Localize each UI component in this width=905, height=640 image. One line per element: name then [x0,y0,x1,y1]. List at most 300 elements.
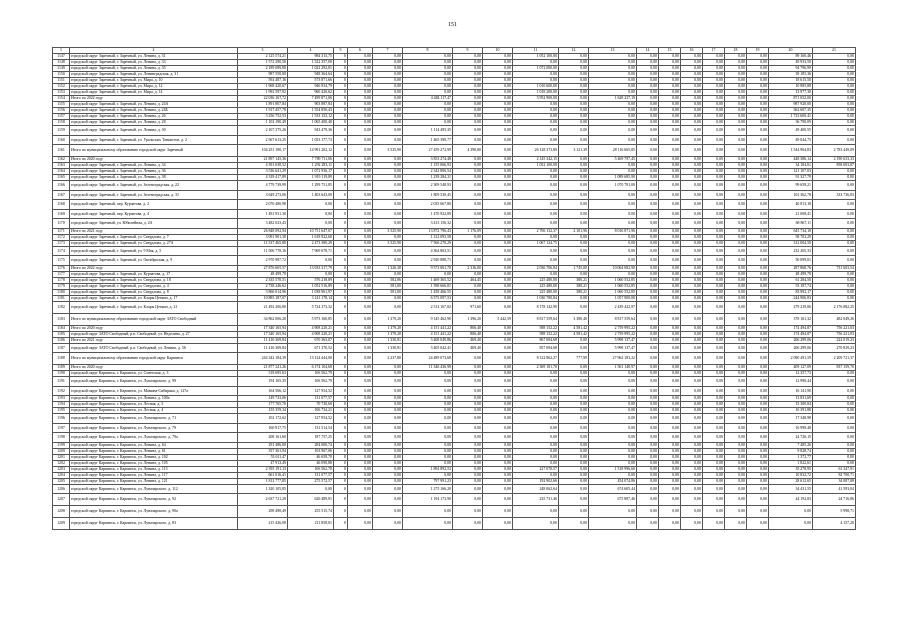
amount-cell: 174 494,87 [769,325,813,331]
amount-cell: 0,00 [703,157,725,163]
amount-cell: 0 [334,325,348,331]
amount-cell: 0,00 [453,240,483,246]
amount-cell: 0 [334,442,348,448]
table-row [53,433,856,443]
amount-cell: 0,00 [681,108,703,114]
amount-cell: 0,00 [659,96,681,102]
amount-cell: 2 176 082,25 [813,301,856,313]
amount-cell: 0,00 [589,54,637,60]
amount-cell: 2 189 089,80 [238,66,288,72]
amount-cell: 0,00 [659,277,681,283]
amount-cell: 2 035 667,80 [403,200,453,210]
amount-cell: 0,00 [453,283,483,289]
amount-cell: 0,00 [747,72,769,78]
amount-cell: 0,00 [559,54,589,60]
amount-cell: 0,00 [637,325,659,331]
amount-cell: 0,00 [348,78,373,84]
amount-cell: 102 362,78 [769,190,813,200]
amount-cell: 0,00 [637,337,659,343]
amount-cell: 0,00 [659,271,681,277]
amount-cell: 0,00 [559,301,589,313]
address-cell: городской округ Заречный, г. Заречный, ул. 9 Мая, д. 5 [70,246,238,256]
amount-cell: 0,00 [725,126,747,136]
amount-cell: 0,00 [747,240,769,246]
amount-cell: 0,00 [747,289,769,295]
amount-cell: 0,00 [589,414,637,424]
address-cell: Итого по муниципальному образованию городской округ Карпинск [70,353,238,365]
amount-cell: 0,00 [725,478,747,484]
amount-cell: 0,00 [637,246,659,256]
amount-cell: 0,00 [403,120,453,126]
amount-cell: 1 812 777,85 [238,478,288,484]
row-number: 1193 [53,396,70,402]
column-number: 6 [348,48,373,54]
amount-cell: 0,00 [453,190,483,200]
amount-cell: 0,00 [725,209,747,219]
amount-cell: 0,00 [659,72,681,78]
amount-cell: 82 700,71 [813,472,856,478]
amount-cell: 12 357,73 [769,371,813,377]
amount-cell: 0,00 [659,54,681,60]
address-cell: городской округ Заречный, г. Заречный, ул. Ленина, д. 28 [70,120,238,126]
amount-cell: 0,00 [373,66,403,72]
amount-cell: 0,00 [453,219,483,229]
amount-cell: 0,00 [637,442,659,448]
amount-cell: 0,00 [637,433,659,443]
amount-cell: 0,00 [453,414,483,424]
amount-cell: 0,00 [483,169,513,175]
row-number: 1195 [53,408,70,414]
column-number: 2 [70,48,238,54]
amount-cell: 0,00 [348,365,373,371]
amount-cell: 1 326,38 [373,265,403,271]
amount-cell: 2 395 191,13 [238,466,288,472]
amount-cell: 0,00 [725,66,747,72]
amount-cell: 1 372,77 [769,454,813,460]
amount-cell: 0,00 [348,200,373,210]
amount-cell: 0,00 [403,114,453,120]
amount-cell: 0,00 [559,108,589,114]
amount-cell: 206 299,06 [769,343,813,353]
amount-cell: 0,00 [483,396,513,402]
amount-cell: 0,00 [373,190,403,200]
amount-cell: 279 219,06 [769,301,813,313]
row-number: 1208 [53,506,70,518]
amount-cell: 0,00 [637,66,659,72]
amount-cell: 0,00 [747,466,769,472]
amount-cell: 0,00 [403,433,453,443]
row-number: 1153 [53,90,70,96]
amount-cell: 588 152,22 [513,331,559,337]
amount-cell: 0,00 [288,219,334,229]
amount-cell: 0,00 [747,396,769,402]
amount-cell: 0,00 [725,460,747,466]
amount-cell: 0,00 [703,414,725,424]
amount-cell: 1 379,20 [373,325,403,331]
amount-cell: 0,00 [637,157,659,163]
amount-cell: 0,00 [453,246,483,256]
amount-cell: 0,00 [348,343,373,353]
amount-cell: 0,00 [703,135,725,145]
amount-cell: 0,00 [659,265,681,271]
amount-cell: 0,00 [373,126,403,136]
address-cell: городской округ Карпинск, г. Карпинск, ул. Луначарского, д. 79а [70,433,238,443]
amount-cell: 0,00 [659,135,681,145]
amount-cell: 27 459 272,99 [403,145,453,157]
amount-cell: 0,00 [373,169,403,175]
row-number: 1198 [53,433,70,443]
amount-cell: 0,00 [348,402,373,408]
amount-cell: 13 872 796,43 [403,228,453,234]
amount-cell: 0,00 [348,246,373,256]
amount-cell: 858 003,87 [813,163,856,169]
amount-cell: 1 398 666,81 [403,283,453,289]
address-cell: Итого по 2022 году [70,96,238,102]
table-row [53,145,856,157]
amount-cell: 10 885,88 [769,84,813,90]
amount-cell: 0,00 [725,228,747,234]
amount-cell: 3 121,39 [559,145,589,157]
amount-cell: 3 380,40 [559,313,589,325]
amount-cell: 0,00 [725,518,747,530]
amount-cell: 0,00 [725,157,747,163]
amount-cell: 0,00 [559,114,589,120]
amount-cell: 0,00 [483,386,513,396]
amount-cell: 0,00 [559,337,589,343]
amount-cell: 0,00 [373,246,403,256]
amount-cell: 0,00 [681,209,703,219]
table-row [53,126,856,136]
amount-cell: 1 060 552,85 [589,277,637,283]
amount-cell: 3 413 156,32 [403,219,453,229]
amount-cell: 0,00 [483,256,513,266]
amount-cell: 0,00 [559,181,589,191]
amount-cell: 0 [334,200,348,210]
amount-cell: 24 726,15 [769,433,813,443]
amount-cell: 0,00 [637,466,659,472]
amount-cell: 0,00 [659,377,681,387]
amount-cell: 0,00 [373,114,403,120]
amount-cell: 0,00 [747,219,769,229]
amount-cell: 4 779 739,99 [238,181,288,191]
amount-cell: 291 486,00 [238,442,288,448]
amount-cell: 0,00 [559,169,589,175]
amount-cell: 0,00 [725,402,747,408]
amount-cell: 0,00 [725,313,747,325]
amount-cell: 49 400,55 [769,126,813,136]
amount-cell: 0,00 [681,256,703,266]
amount-cell: 34 431,55 [769,484,813,494]
amount-cell: 0,00 [453,295,483,301]
address-cell: городской округ Заречный, г. Заречный, ул. Мира, д. 14 [70,90,238,96]
amount-cell: 0,00 [681,190,703,200]
amount-cell: 867 694,68 [513,337,559,343]
amount-cell: 0,00 [747,343,769,353]
amount-cell: 0,00 [813,200,856,210]
amount-cell: 0,00 [681,433,703,443]
amount-cell: 27 876 605,57 [238,265,288,271]
table-row [53,200,856,210]
amount-cell: 0,00 [348,90,373,96]
amount-cell: 0,00 [403,72,453,78]
row-number: 1147 [53,54,70,60]
amount-cell: 0,00 [559,102,589,108]
amount-cell: 0,00 [483,442,513,448]
row-number: 1162 [53,157,70,163]
amount-cell: 0,00 [725,219,747,229]
amount-cell: 13 977,30 [769,90,813,96]
amount-cell: 0,00 [403,84,453,90]
amount-cell: 0,00 [813,448,856,454]
amount-cell: 0,00 [483,472,513,478]
address-cell: городской округ Заречный, г. Заречный, ул. Курчатова, д. 17 [70,271,238,277]
amount-cell: 1 894 892,53 [403,466,453,472]
amount-cell: 3 866 014,96 [238,289,288,295]
address-cell: Итого по 2022 году [70,265,238,271]
amount-cell: 1 491 931,30 [238,209,288,219]
amount-cell: 0 [334,283,348,289]
amount-cell: 0,00 [559,90,589,96]
amount-cell: 0 [334,494,348,506]
amount-cell: 0,00 [348,157,373,163]
amount-cell: 0,00 [348,209,373,219]
amount-cell: 0,00 [681,396,703,402]
amount-cell: 1 561 140,97 [589,365,637,371]
amount-cell: 0,00 [403,54,453,60]
amount-cell: 0,00 [769,518,813,530]
amount-cell: 0,00 [559,135,589,145]
amount-cell: 0,00 [813,433,856,443]
amount-cell: 0,00 [348,265,373,271]
amount-cell: 0,00 [483,145,513,157]
amount-cell: 0,00 [703,219,725,229]
amount-cell: 0,00 [637,301,659,313]
amount-cell: 0,00 [813,135,856,145]
amount-cell: 6 174 104,68 [288,365,334,371]
amount-cell: 0,00 [703,190,725,200]
amount-cell: 83 992,17 [769,289,813,295]
amount-cell: 0,00 [659,313,681,325]
amount-cell: 1 065 400,40 [288,120,334,126]
amount-cell: 0,00 [453,402,483,408]
amount-cell: 0,00 [348,518,373,530]
amount-cell: 0,00 [559,60,589,66]
amount-cell: 0,00 [403,423,453,433]
amount-cell: 0,00 [703,54,725,60]
address-cell: городской округ Заречный, г. Заречный, ул. Ленина, д. 26 [70,114,238,120]
amount-cell: 0,00 [348,337,373,343]
amount-cell: 0,00 [559,246,589,256]
amount-cell: 3 405 042,41 [403,343,453,353]
amount-cell: 987 550,00 [238,72,288,78]
amount-cell: 4 484 117,47 [403,96,453,102]
amount-cell: 0,00 [589,78,637,84]
amount-cell: 0,00 [373,494,403,506]
amount-cell: 0,00 [589,60,637,66]
amount-cell: 0 [334,506,348,518]
amount-cell: 0,00 [589,460,637,466]
amount-cell: 0,00 [483,90,513,96]
amount-cell: 0,00 [681,240,703,246]
row-number: 1171 [53,228,70,234]
amount-cell: 0,00 [681,200,703,210]
column-number: 21 [813,48,856,54]
amount-cell: 2 439 422,97 [589,301,637,313]
amount-cell: 3 525,90 [373,228,403,234]
amount-cell: 0,00 [659,423,681,433]
amount-cell: 0,00 [703,460,725,466]
amount-cell: 0,00 [453,408,483,414]
amount-cell: 0,00 [681,472,703,478]
amount-cell: 0 [334,414,348,424]
amount-cell: 0,00 [403,506,453,518]
amount-cell: 0,00 [747,102,769,108]
amount-cell: 1 554 850,43 [288,108,334,114]
amount-cell: 0,00 [348,377,373,387]
column-number: 19 [747,48,769,54]
address-cell: городской округ Карпинск, г. Карпинск, ул. Луначарского, д. 99 [70,377,238,387]
amount-cell: 0,00 [747,365,769,371]
amount-cell: 0,00 [681,408,703,414]
amount-cell: 0,00 [589,408,637,414]
address-cell: городской округ Карпинск, г. Карпинск, ул. Ленина, д. 117 [70,472,238,478]
amount-cell: 53 187,74 [769,283,813,289]
address-cell: городской округ Карпинск, г. Карпинск, ул. Ленина, д. 121 [70,478,238,484]
amount-cell: 0,00 [681,126,703,136]
amount-cell: 0,00 [483,301,513,313]
amount-cell: 0,00 [703,169,725,175]
amount-cell: 0,00 [483,283,513,289]
amount-cell: 0,00 [483,408,513,414]
amount-cell: 0,00 [813,219,856,229]
row-number: 1152 [53,84,70,90]
amount-cell: 0,00 [659,200,681,210]
amount-cell: 0,00 [637,102,659,108]
amount-cell: 0,00 [483,96,513,102]
amount-cell: 3 141 178,14 [288,295,334,301]
amount-cell: 0,00 [703,265,725,271]
amount-cell: 0,00 [348,283,373,289]
amount-cell: 0,00 [453,157,483,163]
amount-cell: 2 125 574,21 [238,54,288,60]
amount-cell: 0,00 [373,423,403,433]
amount-cell: 0,00 [348,408,373,414]
amount-cell: 1 194 173,90 [403,494,453,506]
row-number: 1181 [53,295,70,301]
amount-cell: 7 969 678,71 [288,246,334,256]
amount-cell: 0,00 [513,518,559,530]
amount-cell: 0,00 [483,402,513,408]
amount-cell: 0 [334,209,348,219]
amount-cell: 0,00 [659,408,681,414]
amount-cell: 0,00 [589,84,637,90]
amount-cell: 0,00 [659,114,681,120]
amount-cell: 362 607,35 [769,108,813,114]
amount-cell: 857 694,68 [513,343,559,353]
amount-cell: 0,00 [403,454,453,460]
amount-cell: 0,00 [813,84,856,90]
amount-cell: 0,00 [403,377,453,387]
amount-cell: 0,00 [747,135,769,145]
amount-cell: 0,00 [453,518,483,530]
amount-cell: 0,00 [725,386,747,396]
amount-cell: 0,00 [453,54,483,60]
amount-cell: 1 618 922,60 [288,234,334,240]
amount-cell: 1 018 200,00 [513,90,559,96]
amount-cell: 592 487,16 [238,78,288,84]
amount-cell: 0,00 [513,175,559,181]
amount-cell: 2 970 987,72 [238,256,288,266]
amount-cell: 70 730,60 [288,402,334,408]
amount-cell: 0,00 [725,414,747,424]
amount-cell: 0,00 [483,377,513,387]
amount-cell: 1 067 124,75 [513,240,559,246]
amount-cell: 0,00 [703,72,725,78]
amount-cell: 0,00 [813,120,856,126]
amount-cell: 0,00 [725,423,747,433]
amount-cell: 0,00 [513,454,559,460]
amount-cell: 670 363,07 [288,337,334,343]
amount-cell: 0,00 [483,54,513,60]
row-number: 1163 [53,163,70,169]
amount-cell: 41 593,04 [813,484,856,494]
row-number: 1190 [53,371,70,377]
amount-cell: 0,00 [559,365,589,371]
table-row [53,494,856,506]
amount-cell: 0 [334,423,348,433]
amount-cell: 1 809 530,45 [403,190,453,200]
amount-cell: 0,00 [348,102,373,108]
amount-cell: 244 906,83 [769,295,813,301]
amount-cell: 731 603,54 [813,265,856,271]
amount-cell: 49 044,75 [769,135,813,145]
amount-cell: 0,00 [747,377,769,387]
amount-cell: 0,00 [373,472,403,478]
amount-cell: 34 184,61 [769,163,813,169]
amount-cell: 0,00 [637,78,659,84]
amount-cell: 46 090,88 [288,460,334,466]
address-cell: городской округ Заречный, г. Заречный, ул. Свердлова, д. 8 [70,289,238,295]
amount-cell: 0,00 [453,120,483,126]
address-cell: городской округ Заречный, г. Заречный, ул. Ленина, д. 38 [70,175,238,181]
address-cell: городской округ Заречный, пер. Курчатова, д. 2 [70,200,238,210]
amount-cell: 0,00 [453,209,483,219]
table-row [53,343,856,353]
amount-cell: 21 897 145,36 [238,157,288,163]
amount-cell: 0,00 [513,433,559,443]
amount-cell: 2 920 888,71 [403,256,453,266]
column-number: 9 [453,48,483,54]
amount-cell: 0,00 [725,163,747,169]
amount-cell: 0,00 [659,84,681,90]
amount-cell: 0,00 [373,448,403,454]
column-number: 7 [373,48,403,54]
amount-cell: 0 [334,371,348,377]
amount-cell: 0,00 [637,414,659,424]
amount-cell: 0 [334,277,348,283]
amount-cell: 0,00 [589,108,637,114]
amount-cell: 0,00 [659,433,681,443]
amount-cell: 0,00 [373,219,403,229]
row-number: 1180 [53,289,70,295]
amount-cell: 0,00 [403,402,453,408]
amount-cell: 0,00 [348,271,373,277]
amount-cell: 17 340 165,94 [238,331,288,337]
amount-cell: 0,00 [725,175,747,181]
amount-cell: 0,00 [637,84,659,90]
amount-cell: 1 072 936,17 [288,169,334,175]
amount-cell: 0 [334,120,348,126]
